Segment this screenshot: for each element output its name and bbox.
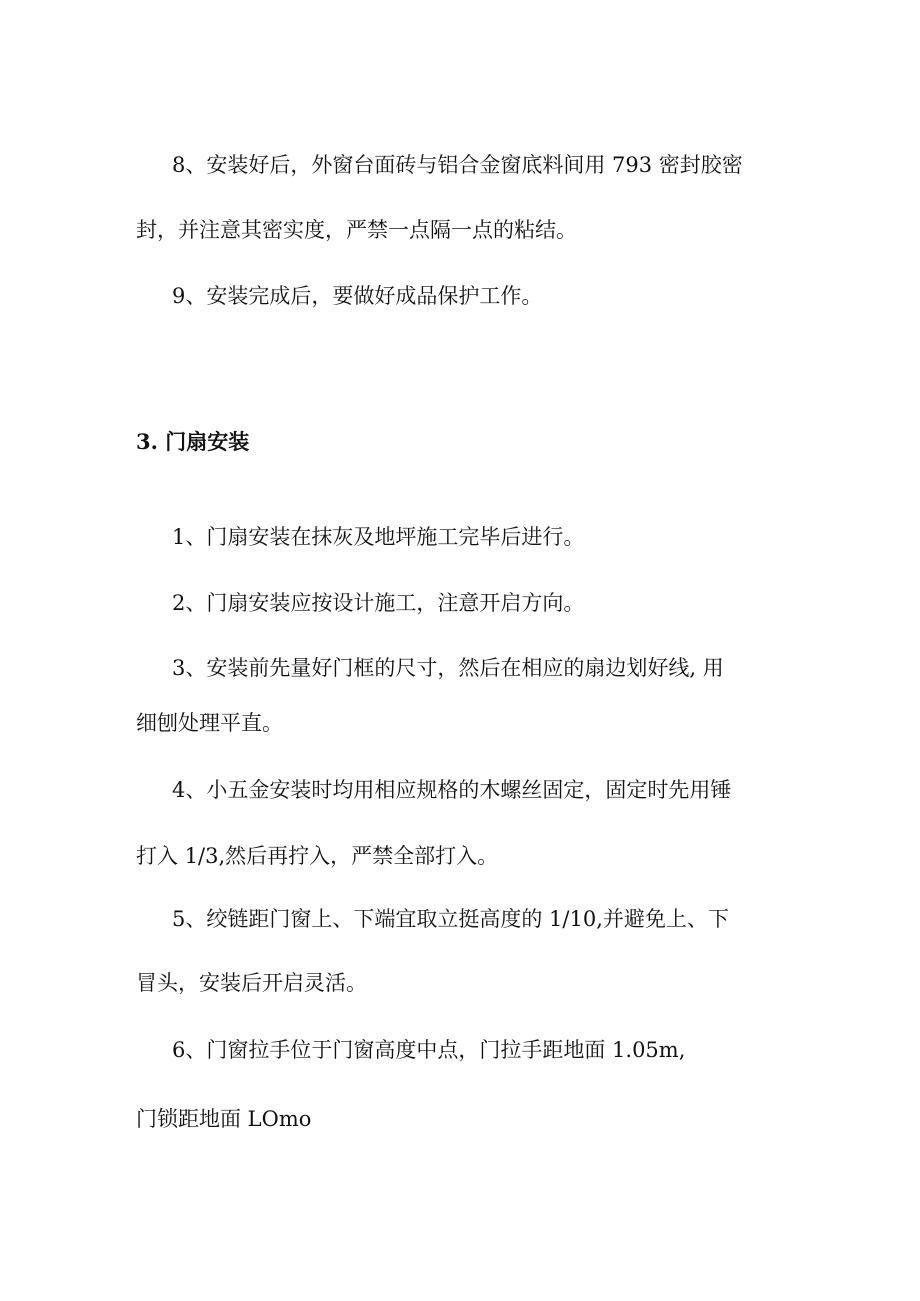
item-2-line-1: 2、门扇安装应按设计施工，注意开启方向。 [172, 591, 585, 615]
item-6-line-2: 门锁距地面 LOmo [136, 1107, 312, 1131]
item-4-line-1: 4、小五金安装时均用相应规格的木螺丝固定，固定时先用锤 [172, 778, 732, 802]
item-5-line-1: 5、绞链距门窗上、下端宜取立挺高度的 1/10,并避免上、下 [172, 907, 729, 931]
item-3-line-1: 3、安装前先量好门框的尺寸，然后在相应的扇边划好线, 用 [172, 656, 724, 680]
item-9-line-1: 9、安装完成后，要做好成品保护工作。 [172, 284, 543, 308]
item-1-line-1: 1、门扇安装在抹灰及地坪施工完毕后进行。 [172, 525, 585, 549]
section-heading: 3. 门扇安装 [136, 429, 250, 454]
item-8-line-1: 8、安装好后，外窗台面砖与铝合金窗底料间用 793 密封胶密 [172, 153, 743, 177]
item-6-line-1: 6、门窗拉手位于门窗高度中点，门拉手距地面 1.05m, [172, 1038, 686, 1062]
item-5-line-2: 冒头，安装后开启灵活。 [136, 971, 367, 995]
item-3-line-2: 细刨处理平直。 [136, 711, 283, 735]
item-8-line-2: 封，并注意其密实度，严禁一点隔一点的粘结。 [136, 218, 577, 242]
item-4-line-2: 打入 1/3,然后再拧入，严禁全部打入。 [136, 844, 499, 868]
